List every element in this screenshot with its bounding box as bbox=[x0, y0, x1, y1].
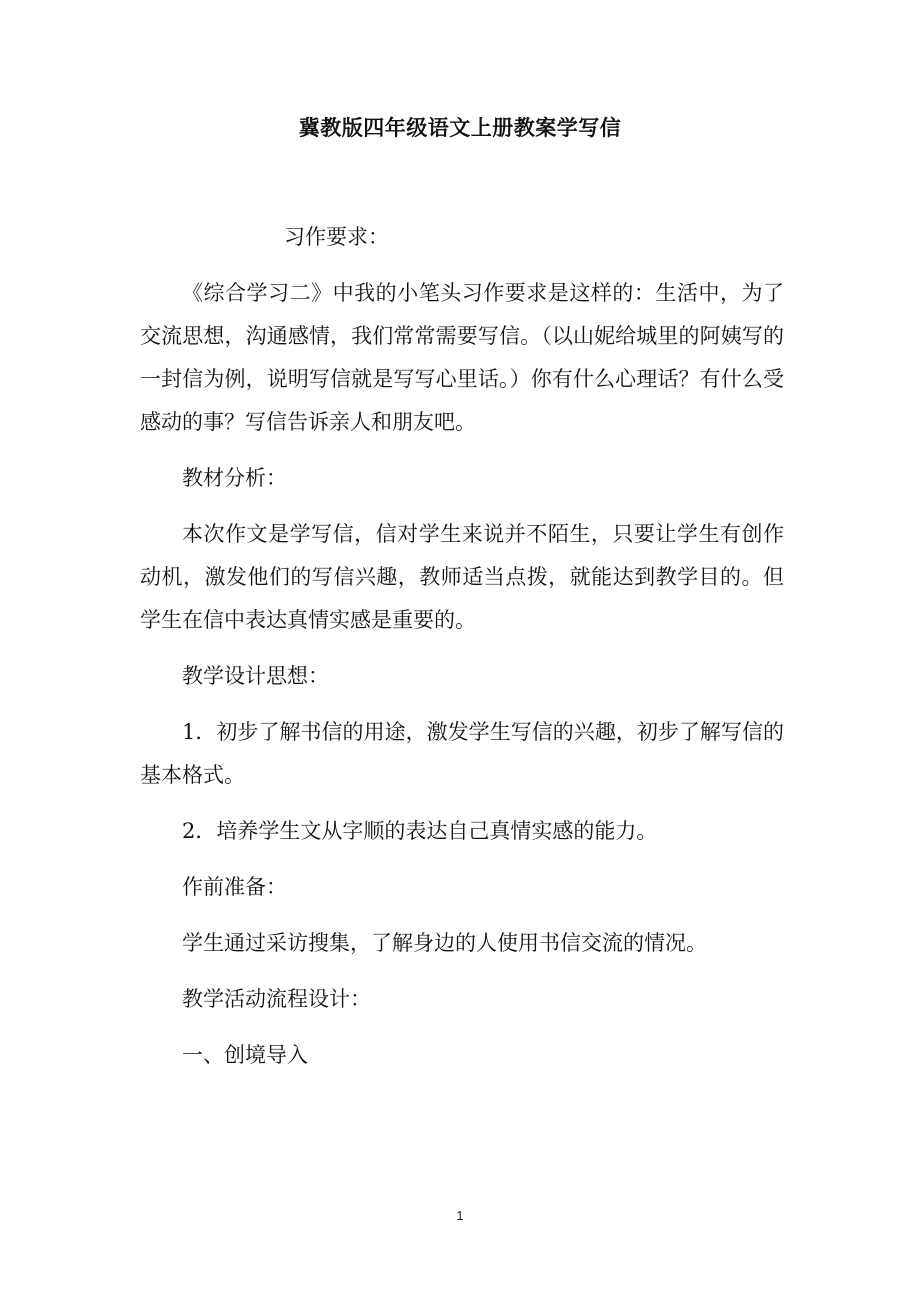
page-number: 1 bbox=[456, 1208, 464, 1223]
paragraph-section-one: 一、创境导入 bbox=[182, 1043, 308, 1067]
paragraph-design-item-2: 2．培养学生文从字顺的表达自己真情实感的能力。 bbox=[182, 819, 658, 843]
paragraph-preparation: 学生通过采访搜集，了解身边的人使用书信交流的情况。 bbox=[182, 931, 707, 955]
document-title: 冀教版四年级语文上册教案学写信 bbox=[298, 115, 622, 140]
paragraph-process-heading: 教学活动流程设计： bbox=[182, 987, 371, 1011]
paragraph-preparation-heading: 作前准备： bbox=[182, 875, 287, 899]
paragraph-analysis: 本次作文是学写信，信对学生来说并不陌生，只要让学生有创作动机，激发他们的写信兴趣，教师适当点拨，就能达到教学目的。但学生在信中表达真情实感是重要的。 bbox=[140, 522, 784, 632]
paragraph-analysis-heading: 教材分析： bbox=[182, 466, 287, 490]
paragraph-requirements-heading: 习作要求： bbox=[284, 225, 389, 249]
paragraph-design-heading: 教学设计思想： bbox=[182, 664, 329, 688]
paragraph-requirements: 《综合学习二》中我的小笔头习作要求是这样的：生活中，为了交流思想，沟通感情，我们常常需要写信。（以山妮给城里的阿姨写的一封信为例，说明写信就是写写心里话。）你有什么心理话？有什么受感动的事？写信告诉亲人和朋友吧。 bbox=[140, 281, 784, 434]
document-body bbox=[140, 216, 784, 1077]
paragraph-design-item-1: 1．初步了解书信的用途，激发学生写信的兴趣，初步了解写信的基本格式。 bbox=[140, 720, 784, 787]
